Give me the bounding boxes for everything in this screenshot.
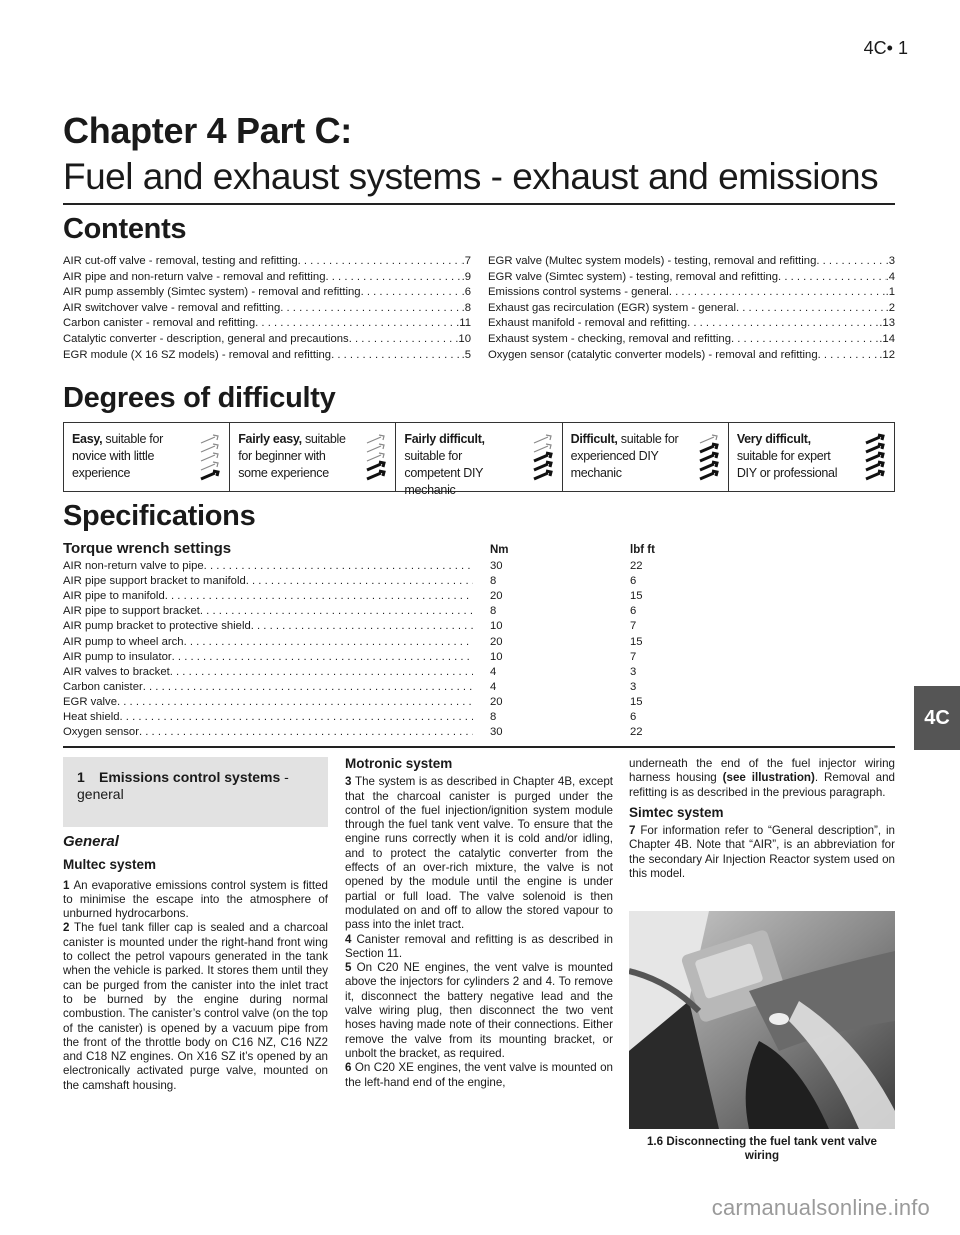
torque-nm: 8 <box>490 711 497 723</box>
torque-lbf: 22 <box>630 726 643 739</box>
leader-dots <box>204 560 473 575</box>
leader-dots <box>143 681 473 696</box>
leader-dots <box>172 651 473 666</box>
torque-label: AIR non-return valve to pipe <box>63 560 204 572</box>
contents-entry <box>488 348 895 364</box>
torque-label: EGR valve <box>63 695 117 708</box>
contents-entry-page: .10 <box>455 332 471 345</box>
contents-entry-page: .7 <box>461 255 471 267</box>
leader-dots <box>184 636 473 651</box>
contents-entry-label: Oxygen sensor (catalytic converter models) - removal and refitting <box>488 348 818 361</box>
figure-caption: 1.6 Disconnecting the fuel tank vent valve wiring <box>646 1135 877 1162</box>
leader-dots <box>139 726 473 741</box>
paragraph-1: 1 An evaporative emissions control system is fitted to minimise the escape into the atmosphere of unburned hydrocarbons. <box>63 878 329 921</box>
leader-dots <box>778 270 886 286</box>
section-title: Emissions control systems <box>99 769 281 785</box>
section-heading-box <box>63 757 328 827</box>
torque-row <box>63 605 663 620</box>
contents-entry-label: EGR valve (Multec system models) - testing, removal and refitting <box>488 255 817 267</box>
contents-entry-page: .3 <box>885 255 895 267</box>
paragraph-4: 4 Canister removal and refitting is as described in Section 11. <box>345 932 613 960</box>
contents-entry-label: AIR switchover valve - removal and refitting <box>63 301 281 314</box>
torque-row <box>63 560 663 575</box>
contents-entry <box>488 301 895 317</box>
contents-right-column <box>488 254 895 363</box>
difficulty-level <box>563 423 729 491</box>
leader-dots <box>325 270 461 286</box>
torque-nm: 20 <box>490 590 503 603</box>
contents-entry <box>63 285 471 301</box>
difficulty-level <box>64 423 230 491</box>
leader-dots <box>200 605 473 620</box>
torque-nm: 30 <box>490 560 503 572</box>
section-number: 1 <box>77 769 85 785</box>
contents-entry-label: EGR module (X 16 SZ models) - removal and refitting <box>63 348 332 361</box>
leader-dots <box>816 254 885 270</box>
chapter-subtitle: Fuel and exhaust systems - exhaust and emissions <box>63 156 879 197</box>
torque-label: AIR pump to insulator <box>63 650 172 663</box>
difficulty-level <box>729 423 894 491</box>
leader-dots <box>165 590 473 605</box>
torque-label: Heat shield <box>63 711 120 723</box>
torque-row <box>63 620 663 635</box>
contents-entry-page: .9 <box>461 270 471 283</box>
contents-entry-page: .4 <box>885 270 895 283</box>
specifications-heading: Specifications <box>63 500 256 532</box>
contents-entry <box>63 348 471 364</box>
torque-label: AIR valves to bracket <box>63 665 170 678</box>
torque-lbf: 15 <box>630 635 643 648</box>
contents-entry <box>488 316 895 332</box>
leader-dots <box>251 620 473 635</box>
leader-dots <box>280 301 461 317</box>
contents-entry <box>488 254 895 270</box>
torque-label: AIR pipe to support bracket <box>63 605 200 618</box>
torque-nm: 8 <box>490 575 497 588</box>
torque-label: AIR pipe support bracket to manifold <box>63 575 246 588</box>
contents-entry <box>488 285 895 301</box>
spanner-icon <box>199 433 221 485</box>
torque-lbf: 6 <box>630 605 637 618</box>
leader-dots <box>361 285 462 301</box>
contents-entry-label: Exhaust manifold - removal and refitting <box>488 317 688 330</box>
spanner-icon <box>532 433 554 485</box>
contents-entry <box>63 332 471 348</box>
spanner-icon <box>698 433 720 485</box>
contents-entry-page: .13 <box>879 317 895 330</box>
difficulty-table <box>63 422 895 497</box>
spanner-icon <box>864 433 886 485</box>
difficulty-level-name: Difficult, <box>570 432 618 446</box>
paragraph-6-continued: underneath the end of the fuel injector wiring harness housing (see illustration). Removal and refitting is as described in the previous paragraph. <box>629 757 895 799</box>
difficulty-level <box>396 423 562 497</box>
paragraph-3: 3 The system is as described in Chapter 4B, except that the charcoal canister is purged under the control of the fuel injection/ignition system module through the fuel tank vent valve. To ensure that the engine runs correctly when it is cold and/or idling, and to protect the catalytic converter from the effects of an over-rich mixture, the valve is not opened by the module until the engine is under partial or full load. The valve solenoid is then modulated on and off to allow the stored vapour to pass into the inlet tract. <box>345 775 614 932</box>
torque-label: AIR pump to wheel arch <box>63 635 184 648</box>
body-column-3 <box>629 757 895 881</box>
contents-entry-label: AIR cut-off valve - removal, testing and refitting <box>63 255 298 267</box>
contents-entry <box>63 301 471 317</box>
torque-label: Oxygen sensor <box>63 726 139 739</box>
contents-entry <box>63 316 471 332</box>
torque-nm: 10 <box>490 620 503 633</box>
paragraph-5: 5 On C20 NE engines, the vent valve is mounted above the injectors for cylinders 2 and 4. To remove it, disconnect the battery negative lead and the valve wiring plug, then disconnect the two vent hoses having made note of their connections. Either remove the valve from its mounting bracket, or unbolt the bracket, as required. <box>345 961 613 1060</box>
contents-entry-page: .1 <box>885 286 895 299</box>
contents-left-column <box>63 254 471 363</box>
torque-row <box>63 590 663 605</box>
contents-entry <box>488 332 895 348</box>
contents-entry-label: Exhaust system - checking, removal and refitting <box>488 332 731 345</box>
difficulty-level-desc: suitable for experienced DIY mechanic <box>570 432 679 480</box>
leader-dots <box>731 332 879 348</box>
difficulty-level-desc: suitable for novice with little experience <box>72 432 163 480</box>
contents-heading: Contents <box>63 213 187 245</box>
contents-entry-label: Carbon canister - removal and refitting <box>63 317 256 330</box>
difficulty-level-desc: suitable for expert DIY or professional <box>736 449 838 480</box>
contents-entry-label: Emissions control systems - general <box>488 286 669 299</box>
torque-row <box>63 711 663 726</box>
difficulty-level-name: Very difficult, <box>736 432 811 446</box>
torque-lbf: 3 <box>630 665 637 678</box>
contents-entry-label: AIR pump assembly (Simtec system) - removal and refitting <box>63 286 361 299</box>
contents-entry-page: .14 <box>879 332 895 345</box>
torque-lbf: 3 <box>630 680 637 693</box>
torque-label: AIR pump bracket to protective shield <box>63 620 251 633</box>
difficulty-level-name: Fairly difficult, <box>404 432 485 446</box>
torque-lbf: 7 <box>630 650 637 663</box>
difficulty-level-desc: suitable for competent DIY mechanic <box>404 449 483 497</box>
torque-lbf: 15 <box>630 695 643 708</box>
leader-dots <box>246 575 473 590</box>
contents-entry <box>63 254 471 270</box>
contents-entry-page: .12 <box>879 348 895 361</box>
leader-dots <box>349 332 456 348</box>
motronic-heading: Motronic system <box>345 756 453 771</box>
difficulty-level-name: Fairly easy, <box>238 432 302 446</box>
torque-lbf: 22 <box>630 560 643 572</box>
chapter-title: Chapter 4 Part C: <box>63 110 352 151</box>
section-title-suffix: - general <box>77 769 289 802</box>
body-column-2 <box>345 757 613 1090</box>
multec-heading: Multec system <box>63 857 157 873</box>
contents-entry-label: Exhaust gas recirculation (EGR) system - general <box>488 301 736 314</box>
leader-dots <box>298 254 462 270</box>
title-rule <box>63 203 895 205</box>
leader-dots <box>669 285 886 301</box>
general-heading: General <box>63 833 119 850</box>
torque-label: Carbon canister <box>63 680 143 693</box>
leader-dots <box>736 301 886 317</box>
spec-rule <box>63 746 895 748</box>
contents-entry-label: EGR valve (Simtec system) - testing, removal and refitting <box>488 270 779 283</box>
nm-column-header: Nm <box>490 544 509 556</box>
leader-dots <box>120 711 473 726</box>
spanner-icon <box>365 433 387 485</box>
difficulty-level-desc: suitable for beginner with some experience <box>238 432 346 480</box>
torque-nm: 8 <box>490 605 497 618</box>
torque-row <box>63 651 663 666</box>
difficulty-level-name: Easy, <box>72 432 103 446</box>
torque-row <box>63 575 663 590</box>
torque-lbf: 6 <box>630 575 637 588</box>
contents-entry-page: .6 <box>461 286 471 299</box>
leader-dots <box>818 348 880 364</box>
page-number: 4C• 1 <box>863 38 908 58</box>
torque-heading: Torque wrench settings <box>63 540 232 557</box>
torque-nm: 4 <box>490 665 497 678</box>
leader-dots <box>255 316 456 332</box>
torque-nm: 10 <box>490 650 503 663</box>
simtec-heading: Simtec system <box>629 804 724 820</box>
contents-entry <box>488 270 895 286</box>
torque-nm: 4 <box>490 680 497 693</box>
difficulty-level <box>230 423 396 491</box>
chapter-side-tab: 4C <box>914 686 960 750</box>
leader-dots <box>331 348 461 364</box>
paragraph-7: 7 For information refer to “General description”, in Chapter 4B. Note that “AIR”, is an abbreviation for the secondary Air Injection Reactor system used on this model. <box>629 824 895 881</box>
contents-entry-label: AIR pipe and non-return valve - removal and refitting <box>63 270 326 283</box>
paragraph-2: 2 The fuel tank filler cap is sealed and a charcoal canister is mounted under the right-hand front wing to collect the petrol vapours generated in the tank when the vehicle is parked. It stores them until they can be purged from the canister into the inlet tract to be burned by the engine during normal combustion. The canister’s control valve (on the top of the canister) is opened by a vacuum pipe from the front of the throttle body on C16 NZ, C16 NZ2 and C18 NZ engines. On X16 SZ it’s opened by an electronically activated purge valve, mounted on the camshaft housing. <box>63 921 328 1092</box>
contents-entry-label: Catalytic converter - description, general and precautions <box>63 332 349 345</box>
lbf-column-header: lbf ft <box>630 544 655 556</box>
leader-dots <box>170 666 473 681</box>
torque-nm: 30 <box>490 726 503 739</box>
difficulty-heading: Degrees of difficulty <box>63 382 336 414</box>
torque-label: AIR pipe to manifold <box>63 590 165 603</box>
contents-entry-page: .2 <box>885 301 895 314</box>
torque-nm: 20 <box>490 635 503 648</box>
contents-entry-page: .11 <box>456 317 471 330</box>
torque-lbf: 6 <box>630 711 637 723</box>
paragraph-6: 6 On C20 XE engines, the vent valve is mounted on the left-hand end of the engine, <box>345 1061 613 1089</box>
engine-photo <box>629 911 895 1129</box>
leader-dots <box>117 696 473 711</box>
contents-entry-page: .5 <box>461 348 471 361</box>
torque-row <box>63 696 663 711</box>
torque-nm: 20 <box>490 695 503 708</box>
watermark: carmanualsonline.info <box>711 1195 930 1220</box>
body-column-1 <box>63 835 328 1093</box>
torque-row <box>63 666 663 681</box>
contents-entry-page: .8 <box>461 301 471 314</box>
torque-lbf: 7 <box>630 620 637 633</box>
torque-row <box>63 681 663 696</box>
torque-row <box>63 636 663 651</box>
torque-row <box>63 726 663 741</box>
leader-dots <box>687 316 879 332</box>
contents-entry <box>63 270 471 286</box>
torque-lbf: 15 <box>630 590 643 603</box>
